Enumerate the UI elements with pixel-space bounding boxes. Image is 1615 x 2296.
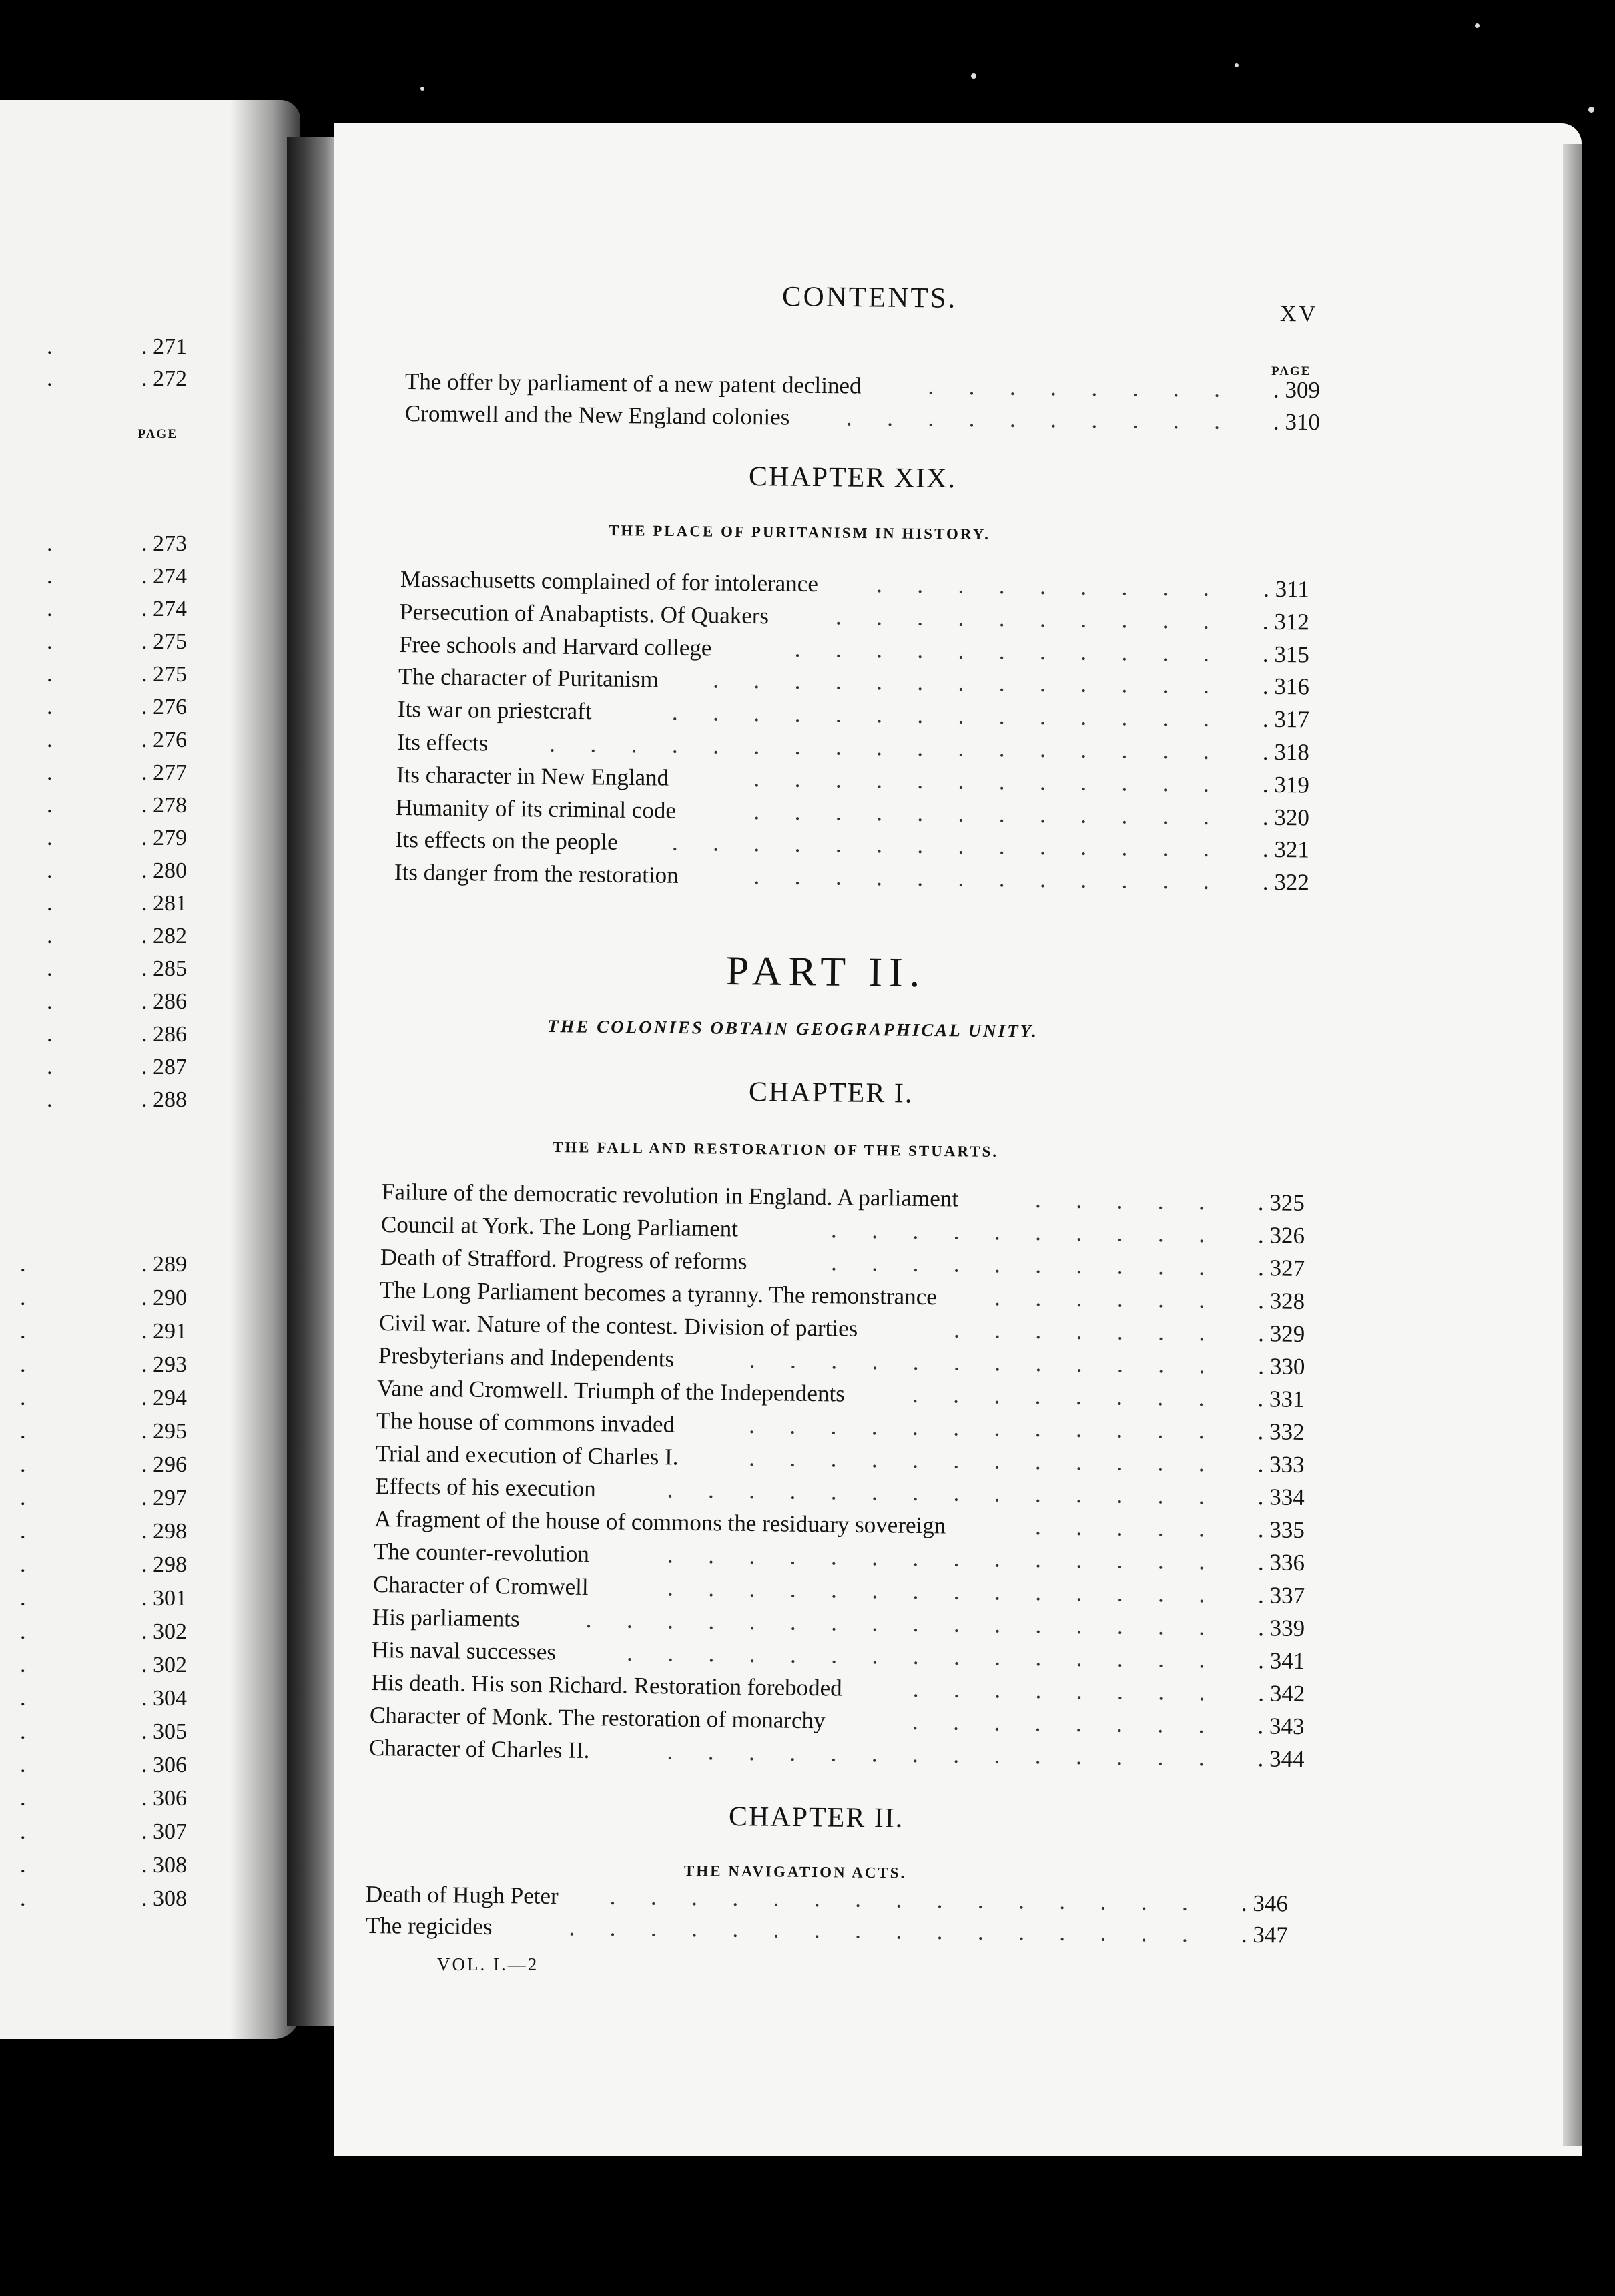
toc-entry-page-number: . 328: [1257, 1287, 1305, 1314]
toc-dot-leader: . . . . . . . .: [912, 1675, 1205, 1706]
left-page-leader-dot: .: [47, 728, 53, 752]
toc-entry-page-number: . 343: [1257, 1713, 1305, 1740]
left-page-row: [0, 1450, 187, 1480]
toc-entry-title: Vane and Cromwell. Triumph of the Independents: [377, 1375, 846, 1407]
toc-dot-leader: . . . . . . . .: [912, 1381, 1205, 1412]
left-page-row: [0, 1085, 187, 1115]
toc-entry-title: The house of commons invaded: [376, 1408, 675, 1438]
toc-dot-leader: . . . . . . . . . . . . . .: [667, 1574, 1205, 1608]
left-page-row: [0, 1817, 187, 1847]
page-column-label: PAGE: [1271, 364, 1311, 378]
toc-entry-title: Its character in New England: [396, 761, 669, 791]
left-page-number: . 274: [141, 597, 187, 621]
left-page-row: [0, 1550, 187, 1580]
toc-dot-leader: . . . . . . . . . . . . . .: [671, 699, 1210, 732]
left-page-row: [0, 1053, 187, 1082]
left-page-row: [0, 529, 187, 559]
toc-entry-page-number: . 344: [1257, 1745, 1305, 1773]
left-page-leader-dot: .: [47, 891, 53, 916]
left-page-leader-dot: .: [47, 662, 53, 687]
toc-entry-page-number: . 336: [1257, 1549, 1305, 1576]
toc-dot-leader: . . . . . . . . . . . . . .: [667, 1738, 1205, 1771]
toc-entry-page-number: . 315: [1262, 641, 1310, 668]
left-page-number: . 271: [141, 334, 187, 359]
left-facing-page: [0, 100, 300, 2039]
left-page-row: [0, 1317, 187, 1346]
toc-dot-leader: . . . . . . . . . . . .: [753, 765, 1210, 797]
toc-dot-leader: . . . . . . . . . . .: [794, 635, 1210, 667]
left-page-number: . 298: [141, 1519, 187, 1544]
toc-entry-title: His death. His son Richard. Restoration foreboded: [370, 1669, 842, 1701]
left-page-leader-dot: .: [47, 760, 53, 785]
toc-entry-title: The counter-revolution: [373, 1538, 590, 1567]
toc-entry-title: Its effects on the people: [394, 826, 618, 856]
toc-entry-page-number: . 311: [1263, 575, 1310, 603]
dust-speck: [1475, 23, 1480, 28]
left-page-number: . 276: [141, 695, 187, 720]
toc-dot-leader: . . . . . . . .: [928, 373, 1221, 402]
left-page-leader-dot: .: [47, 334, 53, 359]
toc-entry-page-number: . 318: [1262, 738, 1310, 766]
left-page-leader-dot: .: [47, 826, 53, 850]
left-page-leader-dot: .: [47, 956, 53, 981]
left-page-row: [0, 660, 187, 689]
left-page-number: . 308: [141, 1853, 187, 1878]
toc-dot-leader: . . . . . .: [994, 1284, 1205, 1314]
dust-speck: [1235, 63, 1239, 67]
left-page-number: . 286: [141, 989, 187, 1014]
left-page-leader-dot: .: [20, 1819, 26, 1844]
toc-entry-title: Presbyterians and Independents: [378, 1342, 674, 1372]
left-page-number: . 290: [141, 1285, 187, 1310]
toc-dot-leader: . . . . . . . . .: [876, 571, 1210, 601]
left-page-row: [0, 954, 187, 984]
left-page-row: [0, 1417, 187, 1446]
left-page-row: [0, 595, 187, 624]
toc-entry-title: Its war on priestcraft: [397, 696, 592, 725]
left-page-leader-dot: .: [47, 1087, 53, 1112]
left-page-number: . 302: [141, 1619, 187, 1644]
toc-entry-page-number: . 341: [1257, 1647, 1305, 1675]
left-page-leader-dot: .: [47, 629, 53, 654]
left-page-leader-dot: .: [20, 1352, 26, 1377]
left-page-row: [0, 1484, 187, 1513]
toc-entry-title: Character of Charles II.: [369, 1735, 590, 1764]
left-page-row: [0, 1517, 187, 1546]
left-page-number: . 289: [141, 1252, 187, 1277]
toc-entry-page-number: . 342: [1257, 1680, 1305, 1707]
toc-entry-page-number: . 317: [1262, 705, 1310, 733]
left-page-leader-dot: .: [20, 1386, 26, 1410]
toc-entry-page-number: . 310: [1273, 408, 1321, 436]
toc-entry-page-number: . 309: [1273, 376, 1321, 404]
toc-entry-title: Council at York. The Long Parliament: [380, 1211, 739, 1242]
volume-signature: VOL. I.—2: [437, 1954, 539, 1974]
left-page-row: [0, 1283, 187, 1313]
toc-dot-leader: . . . . . . . . . .: [835, 603, 1210, 634]
toc-dot-leader: . . . . . . . . . .: [830, 1217, 1205, 1248]
toc-entry-title: His naval successes: [371, 1637, 556, 1665]
toc-dot-leader: . . . . . . . . . . . . . . . .: [569, 1914, 1189, 1947]
chapter-xix-title: CHAPTER XIX.: [748, 461, 957, 495]
left-page-row: [0, 758, 187, 788]
left-page-leader-dot: .: [20, 1552, 26, 1577]
toc-entry-title: Cromwell and the New England colonies: [404, 400, 790, 431]
toc-entry-page-number: . 339: [1257, 1615, 1305, 1642]
left-page-row: [0, 1250, 187, 1279]
toc-entry-page-number: . 330: [1257, 1353, 1305, 1380]
toc-dot-leader: . . . . . . . . . . . . . .: [667, 1476, 1205, 1510]
toc-entry-title: Death of Strafford. Progress of reforms: [380, 1244, 747, 1275]
part-subtitle: THE COLONIES OBTAIN GEOGRAPHICAL UNITY.: [547, 1016, 1038, 1041]
left-page-number: . 298: [141, 1552, 187, 1577]
toc-dot-leader: . . . . . . . . . . . .: [749, 1412, 1205, 1444]
chapter-i-title: CHAPTER I.: [748, 1077, 914, 1109]
toc-dot-leader: . . . . . . . . . . . . .: [712, 667, 1210, 699]
toc-dot-leader: . . . . .: [1034, 1186, 1205, 1215]
toc-entry-title: Trial and execution of Charles I.: [375, 1440, 679, 1470]
left-page-row: [0, 1784, 187, 1813]
left-page-row: [0, 726, 187, 755]
toc-entry-title: Character of Cromwell: [372, 1571, 589, 1600]
left-page-number: . 287: [141, 1055, 187, 1079]
toc-entry-title: Its danger from the restoration: [394, 859, 679, 889]
toc-entry-title: Humanity of its criminal code: [395, 794, 677, 824]
toc-entry-title: Failure of the democratic revolution in England. A parliament: [381, 1179, 959, 1212]
left-page-number: . 286: [141, 1022, 187, 1047]
left-page-number: . 296: [141, 1452, 187, 1477]
dust-speck: [1588, 107, 1594, 113]
left-page-leader-dot: .: [20, 1319, 26, 1344]
toc-dot-leader: . . . . . . . . . . . .: [753, 798, 1210, 830]
left-page-leader-dot: .: [47, 924, 53, 948]
chapter-ii-subtitle: THE NAVIGATION ACTS.: [683, 1862, 907, 1882]
left-page-leader-dot: .: [47, 793, 53, 818]
left-page-leader-dot: .: [20, 1452, 26, 1477]
left-page-leader-dot: .: [47, 695, 53, 720]
toc-dot-leader: . . . . . . . . . . . . . . . .: [585, 1606, 1205, 1641]
left-page-row: [0, 922, 187, 951]
left-page-row: [0, 1584, 187, 1613]
toc-entry-page-number: . 326: [1257, 1222, 1305, 1249]
toc-entry-page-number: . 312: [1262, 608, 1310, 635]
left-page-row: [0, 856, 187, 886]
left-page-number: . 274: [141, 564, 187, 589]
toc-entry-title: Persecution of Anabaptists. Of Quakers: [399, 598, 769, 629]
left-page-number: . 277: [141, 760, 187, 785]
left-page-number: . 308: [141, 1886, 187, 1911]
left-page-leader-dot: .: [20, 1419, 26, 1444]
left-page-number: . 278: [141, 793, 187, 818]
toc-entry-page-number: . 347: [1241, 1921, 1289, 1948]
left-page-leader-dot: .: [20, 1653, 26, 1677]
toc-entry-title: A fragment of the house of commons the residuary sovereign: [374, 1506, 946, 1539]
left-page-row: [0, 332, 187, 362]
left-page-number: . 306: [141, 1786, 187, 1811]
left-page-row: [0, 1384, 187, 1413]
left-page-row: [0, 693, 187, 722]
toc-dot-leader: . . . . . . . . . . . .: [749, 1444, 1205, 1477]
left-page-row: [0, 1020, 187, 1049]
toc-dot-leader: . . . . . . . . . .: [846, 404, 1221, 435]
left-page-row: [0, 987, 187, 1017]
left-page-row: [0, 562, 187, 591]
toc-dot-leader: . . . . . . . . . . . . . . .: [609, 1883, 1189, 1916]
left-page-number: . 295: [141, 1419, 187, 1444]
toc-entry-page-number: . 327: [1257, 1255, 1305, 1281]
toc-entry-page-number: . 331: [1257, 1386, 1305, 1412]
page-edge-shadow: [1563, 144, 1582, 2146]
toc-entry-title: Civil war. Nature of the contest. Division of parties: [378, 1310, 858, 1342]
left-page-leader-dot: .: [20, 1686, 26, 1711]
left-page-number: . 302: [141, 1653, 187, 1677]
left-page-leader-dot: .: [20, 1753, 26, 1777]
left-page-number: . 306: [141, 1753, 187, 1777]
toc-dot-leader: . . . . . . . . . . . . . . .: [626, 1639, 1205, 1673]
left-page-leader-dot: .: [20, 1252, 26, 1277]
toc-entry-title: Free schools and Harvard college: [398, 631, 712, 661]
left-page-leader-dot: .: [47, 564, 53, 589]
dust-speck: [971, 73, 976, 79]
left-page-number: . 273: [141, 531, 187, 556]
toc-entry-page-number: . 320: [1262, 804, 1310, 831]
left-page-number: . 294: [141, 1386, 187, 1410]
left-page-number: . 301: [141, 1586, 187, 1611]
toc-entry-title: The Long Parliament becomes a tyranny. The remonstrance: [379, 1277, 937, 1310]
toc-entry-title: The character of Puritanism: [398, 663, 659, 693]
left-page-number: . 276: [141, 728, 187, 752]
toc-dot-leader: . . . . . . . .: [912, 1708, 1205, 1739]
left-page-number: . 285: [141, 956, 187, 981]
left-page-column-label: PAGE: [137, 427, 178, 441]
toc-dot-leader: . . . . . . . . . . . .: [753, 863, 1210, 895]
left-page-leader-dot: .: [47, 858, 53, 883]
toc-entry-page-number: . 334: [1257, 1484, 1305, 1511]
toc-entry-title: Character of Monk. The restoration of monarchy: [370, 1702, 826, 1734]
chapter-i-subtitle: THE FALL AND RESTORATION OF THE STUARTS.: [552, 1139, 999, 1160]
toc-entry-page-number: . 332: [1257, 1418, 1305, 1445]
toc-dot-leader: . . . . .: [1034, 1514, 1205, 1542]
left-page-number: . 307: [141, 1819, 187, 1844]
toc-entry-title: Death of Hugh Peter: [365, 1881, 559, 1910]
left-page-row: [0, 364, 187, 394]
toc-entry-title: Effects of his execution: [374, 1473, 597, 1502]
toc-dot-leader: . . . . . . . . . . . .: [749, 1346, 1205, 1379]
toc-dot-leader: . . . . . . .: [953, 1316, 1205, 1346]
left-page-row: [0, 824, 187, 853]
left-page-leader-dot: .: [47, 366, 53, 391]
left-page-row: [0, 627, 187, 657]
left-page-number: . 282: [141, 924, 187, 948]
left-page-row: [0, 1350, 187, 1380]
left-page-row: [0, 1851, 187, 1880]
toc-entry-page-number: . 333: [1257, 1451, 1305, 1478]
left-page-leader-dot: .: [20, 1853, 26, 1878]
page-folio: XV: [1279, 302, 1319, 327]
left-page-number: . 281: [141, 891, 187, 916]
toc-entry-page-number: . 335: [1257, 1516, 1305, 1544]
left-page-number: . 275: [141, 662, 187, 687]
left-page-number: . 279: [141, 826, 187, 850]
toc-dot-leader: . . . . . . . . . . . . . . . . .: [549, 730, 1210, 764]
left-page-number: . 297: [141, 1486, 187, 1510]
left-page-leader-dot: .: [20, 1886, 26, 1911]
toc-entry-page-number: . 316: [1262, 673, 1310, 700]
left-page-number: . 275: [141, 629, 187, 654]
left-page-number: . 280: [141, 858, 187, 883]
chapter-ii-title: CHAPTER II.: [728, 1801, 904, 1834]
toc-entry-title: Its effects: [396, 729, 489, 756]
toc-entry-page-number: . 322: [1262, 868, 1310, 896]
toc-entry-page-number: . 346: [1241, 1890, 1289, 1917]
toc-entry-title: Massachusetts complained of for intolerance: [400, 566, 819, 597]
left-page-number: . 272: [141, 366, 187, 391]
left-page-leader-dot: .: [20, 1619, 26, 1644]
left-page-leader-dot: .: [20, 1285, 26, 1310]
left-page-leader-dot: .: [47, 1055, 53, 1079]
toc-entry-title: The offer by parliament of a new patent declined: [404, 368, 862, 399]
left-page-leader-dot: .: [47, 597, 53, 621]
left-page-number: . 291: [141, 1319, 187, 1344]
left-page-leader-dot: .: [47, 531, 53, 556]
left-page-leader-dot: .: [20, 1519, 26, 1544]
left-page-row: [0, 1651, 187, 1680]
toc-entry-page-number: . 329: [1257, 1320, 1305, 1347]
toc-dot-leader: . . . . . . . . . . . . . .: [671, 830, 1210, 862]
left-page-leader-dot: .: [47, 1022, 53, 1047]
left-page-leader-dot: .: [20, 1786, 26, 1811]
left-page-row: [0, 1884, 187, 1914]
toc-entry-page-number: . 325: [1257, 1189, 1305, 1216]
left-page-number: . 304: [141, 1686, 187, 1711]
left-page-row: [0, 791, 187, 820]
toc-dot-leader: . . . . . . . . . .: [830, 1249, 1205, 1281]
toc-entry-title: The regicides: [365, 1912, 493, 1940]
left-page-leader-dot: .: [20, 1586, 26, 1611]
part-title: PART II.: [725, 948, 927, 996]
left-page-number: . 293: [141, 1352, 187, 1377]
book-binding-gutter: [287, 137, 340, 2026]
left-page-row: [0, 1684, 187, 1713]
toc-entry-page-number: . 337: [1257, 1582, 1305, 1609]
left-page-leader-dot: .: [47, 989, 53, 1014]
toc-entry-page-number: . 319: [1262, 771, 1310, 798]
left-page-number: . 305: [141, 1719, 187, 1744]
chapter-xix-subtitle: THE PLACE OF PURITANISM IN HISTORY.: [608, 522, 991, 543]
left-page-row: [0, 1751, 187, 1780]
left-page-leader-dot: .: [20, 1719, 26, 1744]
left-page-leader-dot: .: [20, 1486, 26, 1510]
toc-entry-title: His parliaments: [372, 1604, 520, 1632]
toc-dot-leader: . . . . . . . . . . . . . .: [667, 1542, 1205, 1575]
dust-speck: [420, 87, 424, 91]
running-head: CONTENTS.: [781, 281, 958, 314]
toc-entry-page-number: . 321: [1262, 836, 1310, 863]
left-page-row: [0, 889, 187, 918]
left-page-number: . 288: [141, 1087, 187, 1112]
left-page-row: [0, 1617, 187, 1647]
left-page-row: [0, 1717, 187, 1747]
